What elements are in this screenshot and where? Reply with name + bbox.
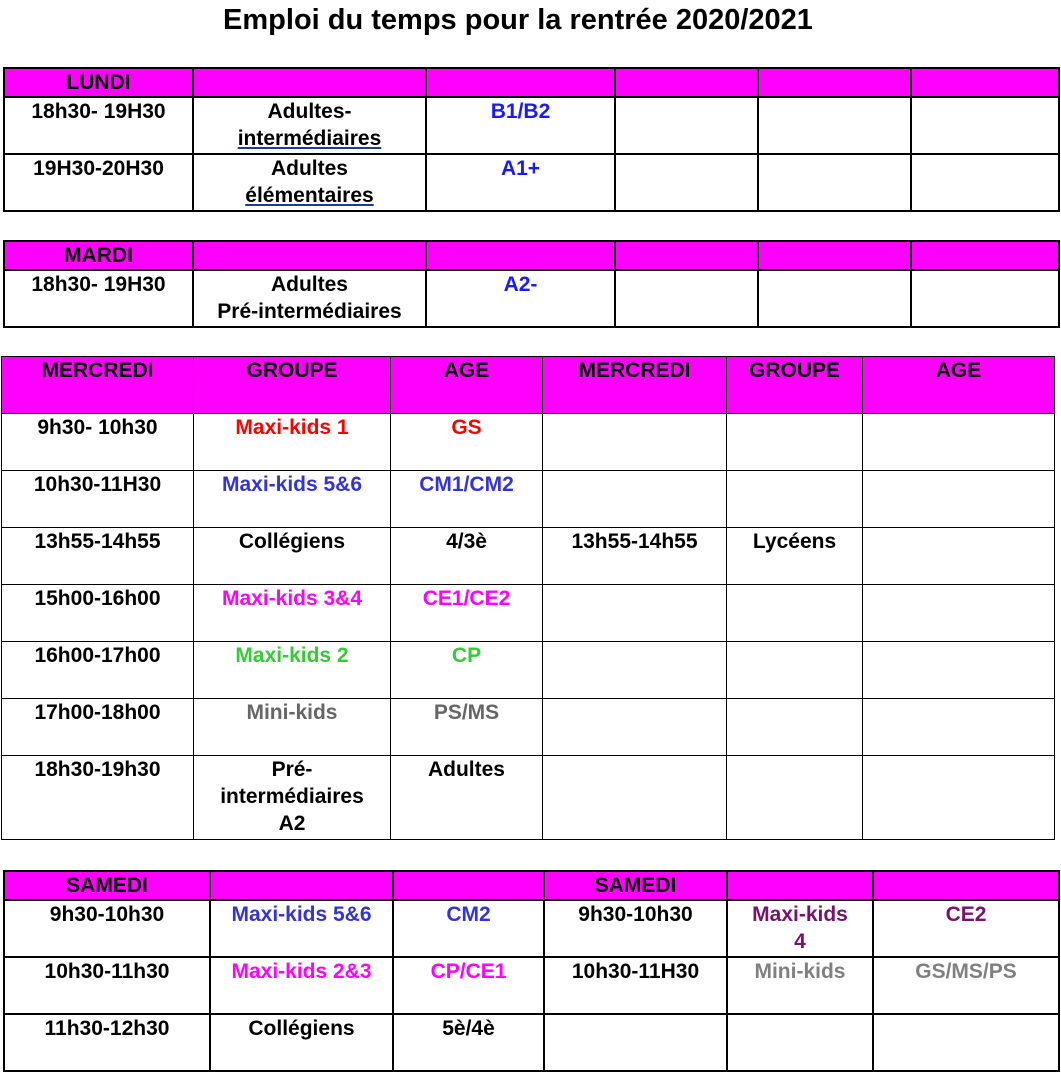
- table-row: [4, 154, 1059, 211]
- group-cell: Maxi-kids 3&4: [194, 585, 391, 642]
- column-header: MERCREDI: [543, 357, 727, 414]
- table-row: [2, 756, 1055, 840]
- time-cell: 9h30-10h30: [4, 900, 210, 957]
- table-row: [2, 642, 1055, 699]
- age-cell: GS/MS/PS: [873, 957, 1059, 1014]
- table-row: [2, 585, 1055, 642]
- level-cell: A1+: [426, 154, 615, 211]
- table-row: [4, 97, 1059, 154]
- time-cell: 11h30-12h30: [4, 1014, 210, 1071]
- group-cell: Mini-kids: [727, 957, 873, 1014]
- time-cell: 9h30- 10h30: [2, 414, 194, 471]
- group-cell: Mini-kids: [194, 699, 391, 756]
- time-cell: 13h55-14h55: [543, 528, 727, 585]
- column-header: GROUPE: [727, 357, 863, 414]
- age-cell: CM2: [393, 900, 544, 957]
- age-cell: CE1/CE2: [391, 585, 543, 642]
- day-header-samedi: SAMEDI: [4, 871, 210, 900]
- table-row: [4, 1014, 1059, 1071]
- column-header: AGE: [391, 357, 543, 414]
- column-header: GROUPE: [194, 357, 391, 414]
- time-cell: 10h30-11H30: [544, 957, 727, 1014]
- mercredi-table: [1, 356, 1055, 840]
- table-row: [2, 414, 1055, 471]
- age-cell: GS: [391, 414, 543, 471]
- time-cell: 15h00-16h00: [2, 585, 194, 642]
- table-row: [4, 270, 1059, 327]
- table-row: [2, 528, 1055, 585]
- time-cell: 17h00-18h00: [2, 699, 194, 756]
- table-row: [2, 471, 1055, 528]
- table-row: [4, 900, 1059, 957]
- age-cell: 4/3è: [391, 528, 543, 585]
- day-header-mardi: MARDI: [4, 241, 193, 270]
- lundi-table: [3, 67, 1060, 212]
- age-cell: CP/CE1: [393, 957, 544, 1014]
- day-header-lundi: LUNDI: [4, 68, 193, 97]
- group-cell: Pré- intermédiaires A2: [194, 756, 391, 840]
- age-cell: PS/MS: [391, 699, 543, 756]
- time-cell: 19H30-20H30: [4, 154, 193, 211]
- age-cell: CP: [391, 642, 543, 699]
- group-cell: Lycéens: [727, 528, 863, 585]
- group-cell: Adultes élémentaires: [193, 154, 426, 211]
- time-cell: 16h00-17h00: [2, 642, 194, 699]
- table-row: [4, 957, 1059, 1014]
- samedi-table: [3, 870, 1060, 1072]
- time-cell: 10h30-11h30: [4, 957, 210, 1014]
- age-cell: 5è/4è: [393, 1014, 544, 1071]
- time-cell: 13h55-14h55: [2, 528, 194, 585]
- group-cell: Maxi-kids 2: [194, 642, 391, 699]
- time-cell: 18h30- 19H30: [4, 97, 193, 154]
- group-cell: Maxi-kids 5&6: [210, 900, 393, 957]
- time-cell: 9h30-10h30: [544, 900, 727, 957]
- age-cell: Adultes: [391, 756, 543, 840]
- group-cell: Collégiens: [210, 1014, 393, 1071]
- age-cell: CE2: [873, 900, 1059, 957]
- level-cell: A2-: [426, 270, 615, 327]
- group-cell: Maxi-kids 1: [194, 414, 391, 471]
- page-title: Emploi du temps pour la rentrée 2020/2021: [223, 4, 813, 36]
- column-header: AGE: [863, 357, 1055, 414]
- day-header-samedi: SAMEDI: [544, 871, 727, 900]
- mardi-table: [3, 240, 1060, 328]
- level-cell: B1/B2: [426, 97, 615, 154]
- group-cell: Adultes Pré-intermédiaires: [193, 270, 426, 327]
- group-cell: Maxi-kids 5&6: [194, 471, 391, 528]
- table-row: [2, 699, 1055, 756]
- time-cell: 10h30-11H30: [2, 471, 194, 528]
- age-cell: CM1/CM2: [391, 471, 543, 528]
- group-cell: Adultes- intermédiaires: [193, 97, 426, 154]
- group-cell: Collégiens: [194, 528, 391, 585]
- column-header: MERCREDI: [2, 357, 194, 414]
- time-cell: 18h30- 19H30: [4, 270, 193, 327]
- group-cell: Maxi-kids 2&3: [210, 957, 393, 1014]
- time-cell: 18h30-19h30: [2, 756, 194, 840]
- group-cell: Maxi-kids 4: [727, 900, 873, 957]
